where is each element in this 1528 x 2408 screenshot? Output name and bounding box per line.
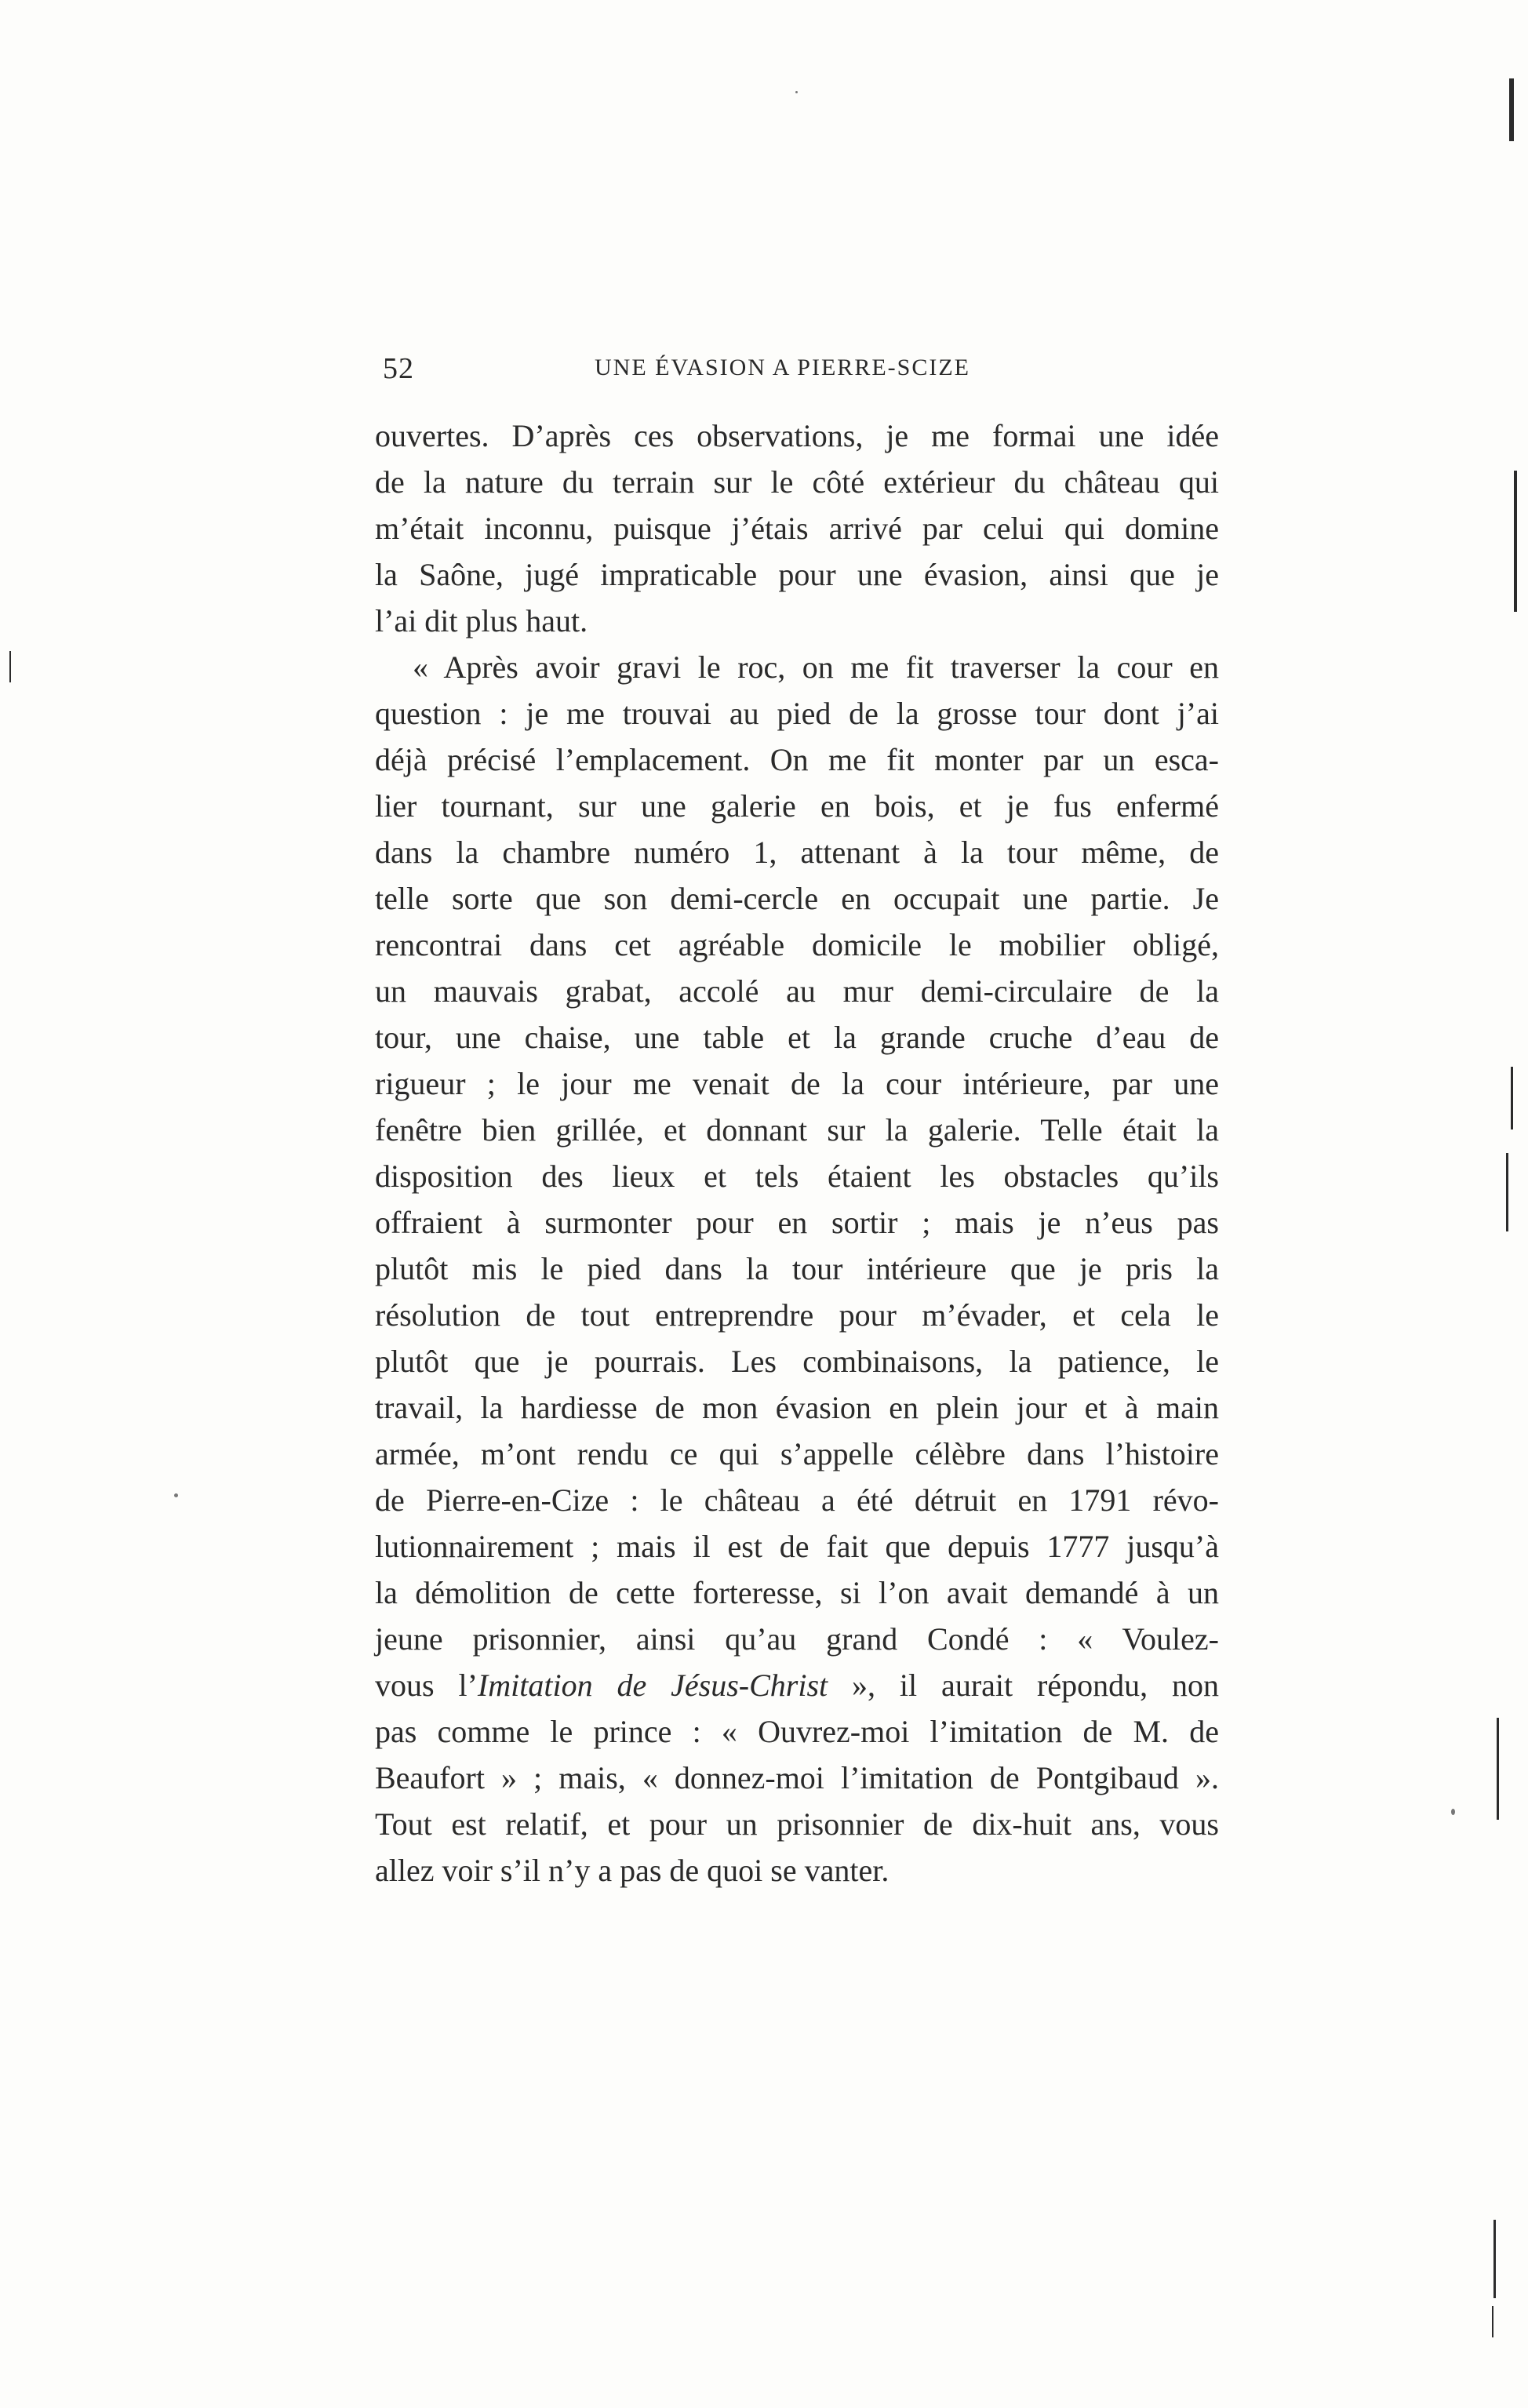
text-line: lutionnairement ; mais il est de fait que depuis 1777 jusqu’à <box>375 1529 1219 1564</box>
text-line: un mauvais grabat, accolé au mur demi-circulaire de la <box>375 973 1219 1009</box>
text-line: Tout est relatif, et pour un prisonnier de dix-huit ans, vous <box>375 1806 1219 1842</box>
page-number: 52 <box>383 352 414 385</box>
text-line: la Saône, jugé impraticable pour une évasion, ainsi que je <box>375 557 1219 592</box>
text-line: Beaufort » ; mais, « donnez-moi l’imitation de Pontgibaud ». <box>375 1760 1219 1795</box>
scan-speck <box>174 1493 178 1497</box>
text-line: fenêtre bien grillée, et donnant sur la galerie. Telle était la <box>375 1112 1219 1148</box>
text-line: telle sorte que son demi-cercle en occupait une partie. Je <box>375 881 1219 916</box>
scan-speck <box>1451 1809 1455 1815</box>
text-line: jeune prisonnier, ainsi qu’au grand Condé : « Voulez- <box>375 1621 1219 1657</box>
text-line: dans la chambre numéro 1, attenant à la tour même, de <box>375 835 1219 870</box>
text-line: lier tournant, sur une galerie en bois, et je fus enfermé <box>375 788 1219 824</box>
text-line: l’ai dit plus haut. <box>375 603 588 638</box>
text-segment: », il aurait répondu, non <box>828 1668 1219 1703</box>
text-line: rencontrai dans cet agréable domicile le mobilier obligé, <box>375 927 1219 962</box>
text-line-with-title <box>375 1662 1219 1708</box>
scan-edge-mark <box>9 651 11 682</box>
scan-edge-mark <box>1493 2220 1496 2298</box>
running-head: UNE ÉVASION A PIERRE-SCIZE <box>595 355 970 380</box>
text-line: la démolition de cette forteresse, si l’on avait demandé à un <box>375 1575 1219 1610</box>
text-line: travail, la hardiesse de mon évasion en plein jour et à main <box>375 1390 1219 1425</box>
text-line: résolution de tout entreprendre pour m’évader, et cela le <box>375 1297 1219 1333</box>
page-header <box>383 351 1214 391</box>
body-text <box>375 413 1219 1893</box>
text-line: plutôt mis le pied dans la tour intérieure que je pris la <box>375 1251 1219 1286</box>
text-line: ouvertes. D’après ces observations, je me formai une idée <box>375 418 1219 453</box>
text-line: armée, m’ont rendu ce qui s’appelle célèbre dans l’histoire <box>375 1436 1219 1471</box>
text-line: offraient à surmonter pour en sortir ; mais je n’eus pas <box>375 1205 1219 1240</box>
text-line: rigueur ; le jour me venait de la cour intérieure, par une <box>375 1066 1219 1101</box>
scan-edge-mark <box>1511 1067 1513 1129</box>
scan-edge-mark <box>1514 471 1517 612</box>
text-line: déjà précisé l’emplacement. On me fit monter par un esca- <box>375 742 1219 777</box>
scan-speck <box>795 91 798 93</box>
text-line: disposition des lieux et tels étaient les obstacles qu’ils <box>375 1159 1219 1194</box>
scan-edge-mark <box>1497 1718 1499 1820</box>
text-line: m’était inconnu, puisque j’étais arrivé par celui qui domine <box>375 511 1219 546</box>
text-line: question : je me trouvai au pied de la grosse tour dont j’ai <box>375 696 1219 731</box>
text-line: de la nature du terrain sur le côté extérieur du château qui <box>375 464 1219 500</box>
scan-edge-mark <box>1509 78 1514 141</box>
text-line: pas comme le prince : « Ouvrez-moi l’imitation de M. de <box>375 1714 1219 1749</box>
text-line: tour, une chaise, une table et la grande cruche d’eau de <box>375 1020 1219 1055</box>
text-line: de Pierre-en-Cize : le château a été détruit en 1791 révo- <box>375 1482 1219 1518</box>
text-line: « Après avoir gravi le roc, on me fit traverser la cour en <box>413 649 1219 685</box>
text-line: allez voir s’il n’y a pas de quoi se vanter. <box>375 1853 890 1888</box>
scan-edge-mark <box>1506 1153 1508 1231</box>
scan-edge-mark <box>1492 2306 1493 2337</box>
text-segment: vous l’ <box>375 1668 478 1703</box>
text-line: plutôt que je pourrais. Les combinaisons, la patience, le <box>375 1344 1219 1379</box>
book-title-italic: Imitation de Jésus-Christ <box>477 1668 828 1703</box>
